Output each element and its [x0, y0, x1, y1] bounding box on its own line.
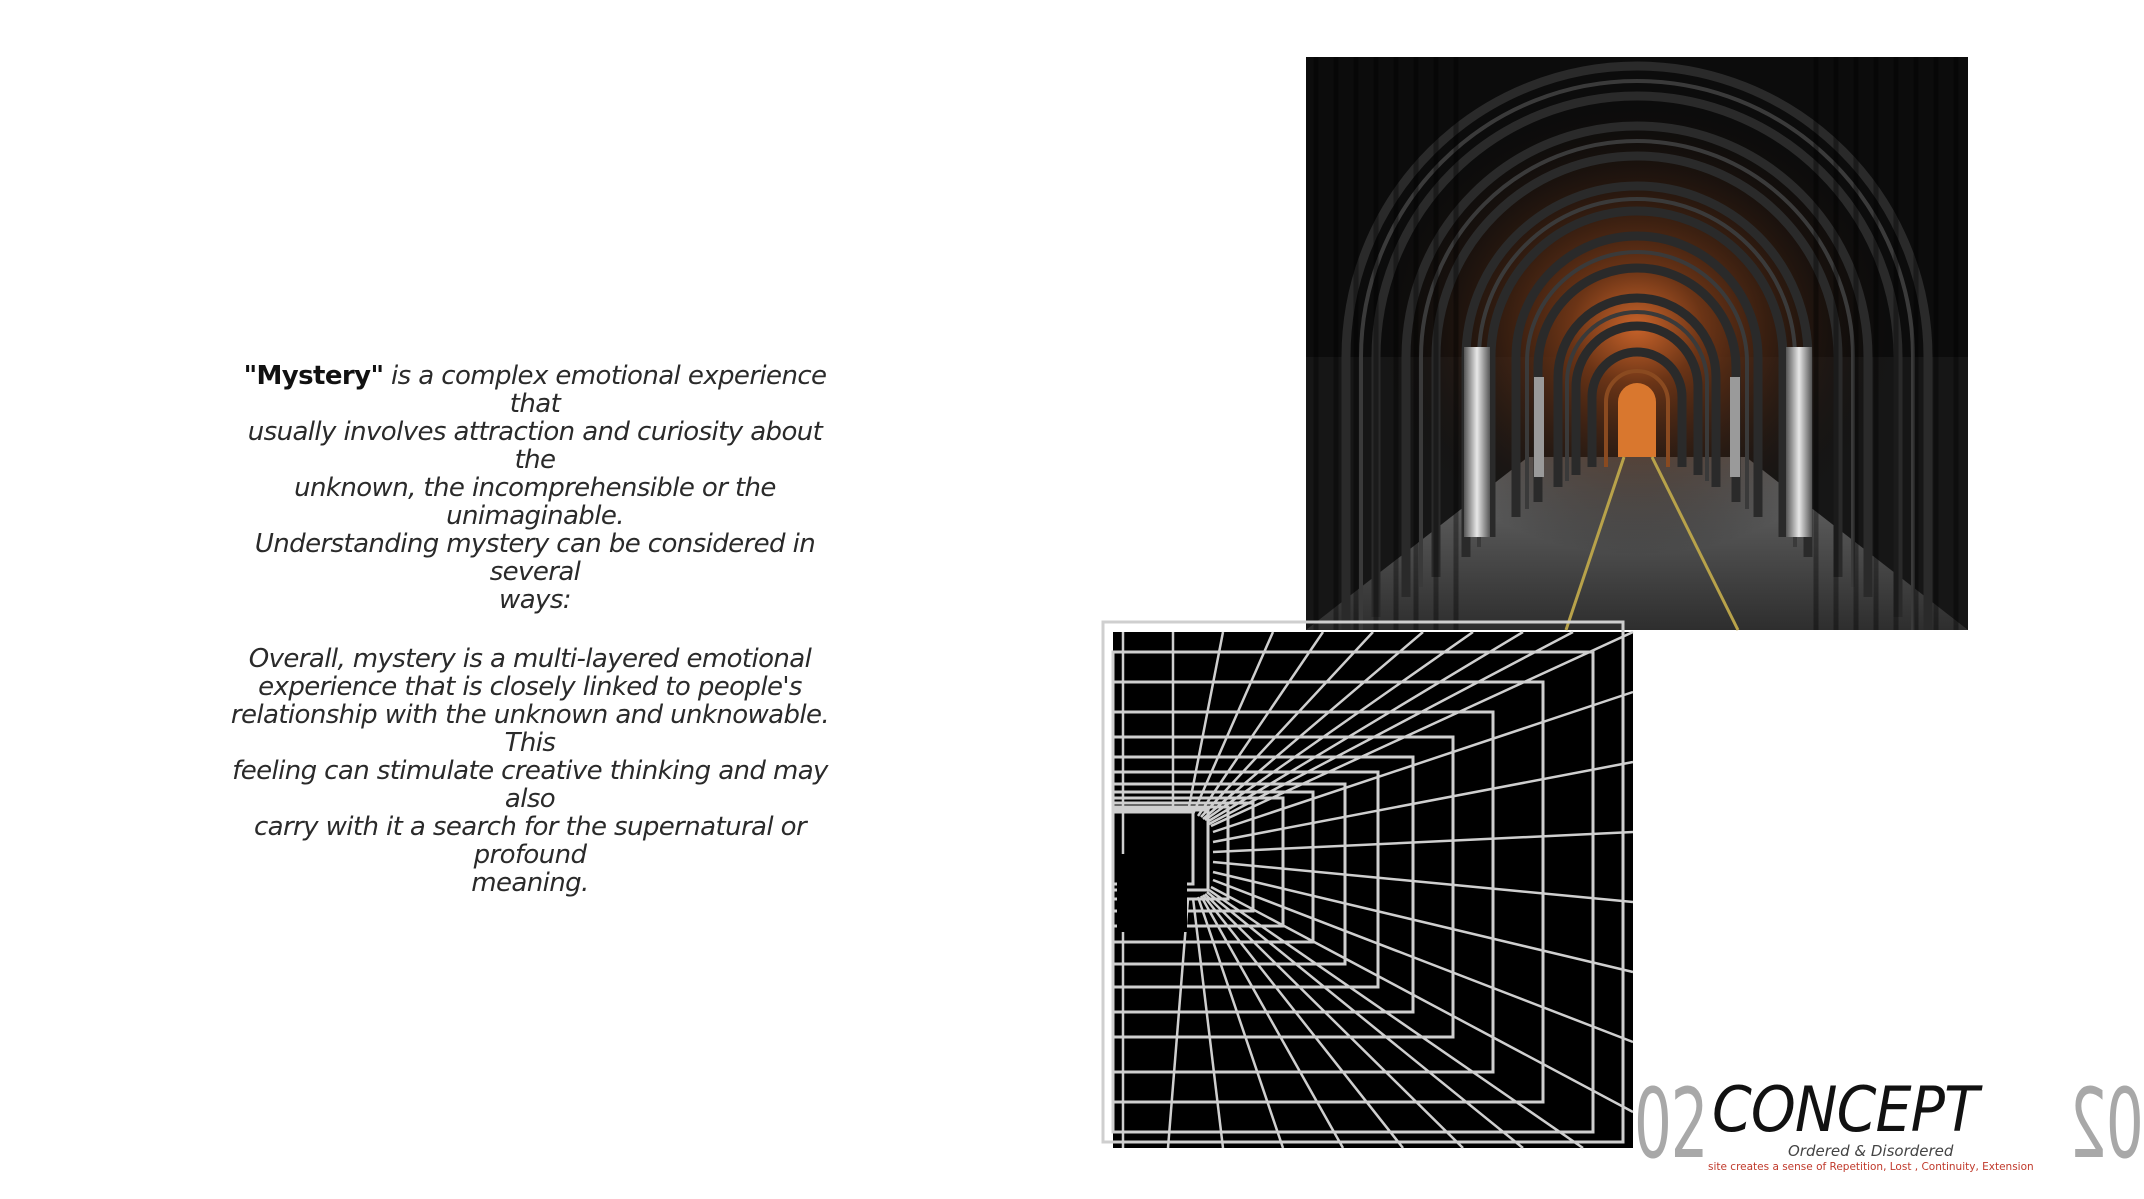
paragraph-line: relationship with the unknown and unknowable. This — [230, 700, 830, 758]
paragraph-line: experience that is closely linked to people's — [258, 672, 802, 702]
paragraph-line: carry with it a search for the supernatural or profound — [253, 812, 807, 870]
paragraph-line: Overall, mystery is a multi-layered emotional — [248, 644, 812, 674]
concept-title: CONCEPT — [1712, 1073, 1979, 1146]
paragraph-line: feeling can stimulate creative thinking and may also — [232, 756, 828, 814]
mystery-term: "Mystery" — [243, 361, 384, 391]
paragraph-line: usually involves attraction and curiosity about the — [247, 417, 823, 475]
paragraph-line: is a complex emotional experience that — [383, 361, 827, 419]
concept-tagline: site creates a sense of Repetition, Lost , Continuity, Extension — [1708, 1161, 2034, 1173]
mystery-definition-paragraph — [225, 362, 845, 614]
section-number: 02 — [1634, 1068, 1708, 1180]
paragraph-line: Understanding mystery can be considered in several — [254, 529, 816, 587]
perspective-grid-image — [1113, 632, 1633, 1148]
corridor-photo — [1306, 57, 1968, 630]
concept-heading — [1630, 1068, 2144, 1185]
section-number-mirrored: 02 — [2070, 1068, 2144, 1180]
paragraph-line: unknown, the incomprehensible or the unimaginable. — [294, 473, 776, 531]
mystery-summary-paragraph — [220, 645, 840, 897]
corridor-illustration — [1306, 57, 1968, 630]
paragraph-line: meaning. — [471, 868, 589, 898]
paragraph-line: ways: — [499, 585, 571, 615]
concept-subtitle: Ordered & Disordered — [1788, 1142, 1954, 1160]
grid-tunnel-illustration — [1113, 632, 1633, 1148]
